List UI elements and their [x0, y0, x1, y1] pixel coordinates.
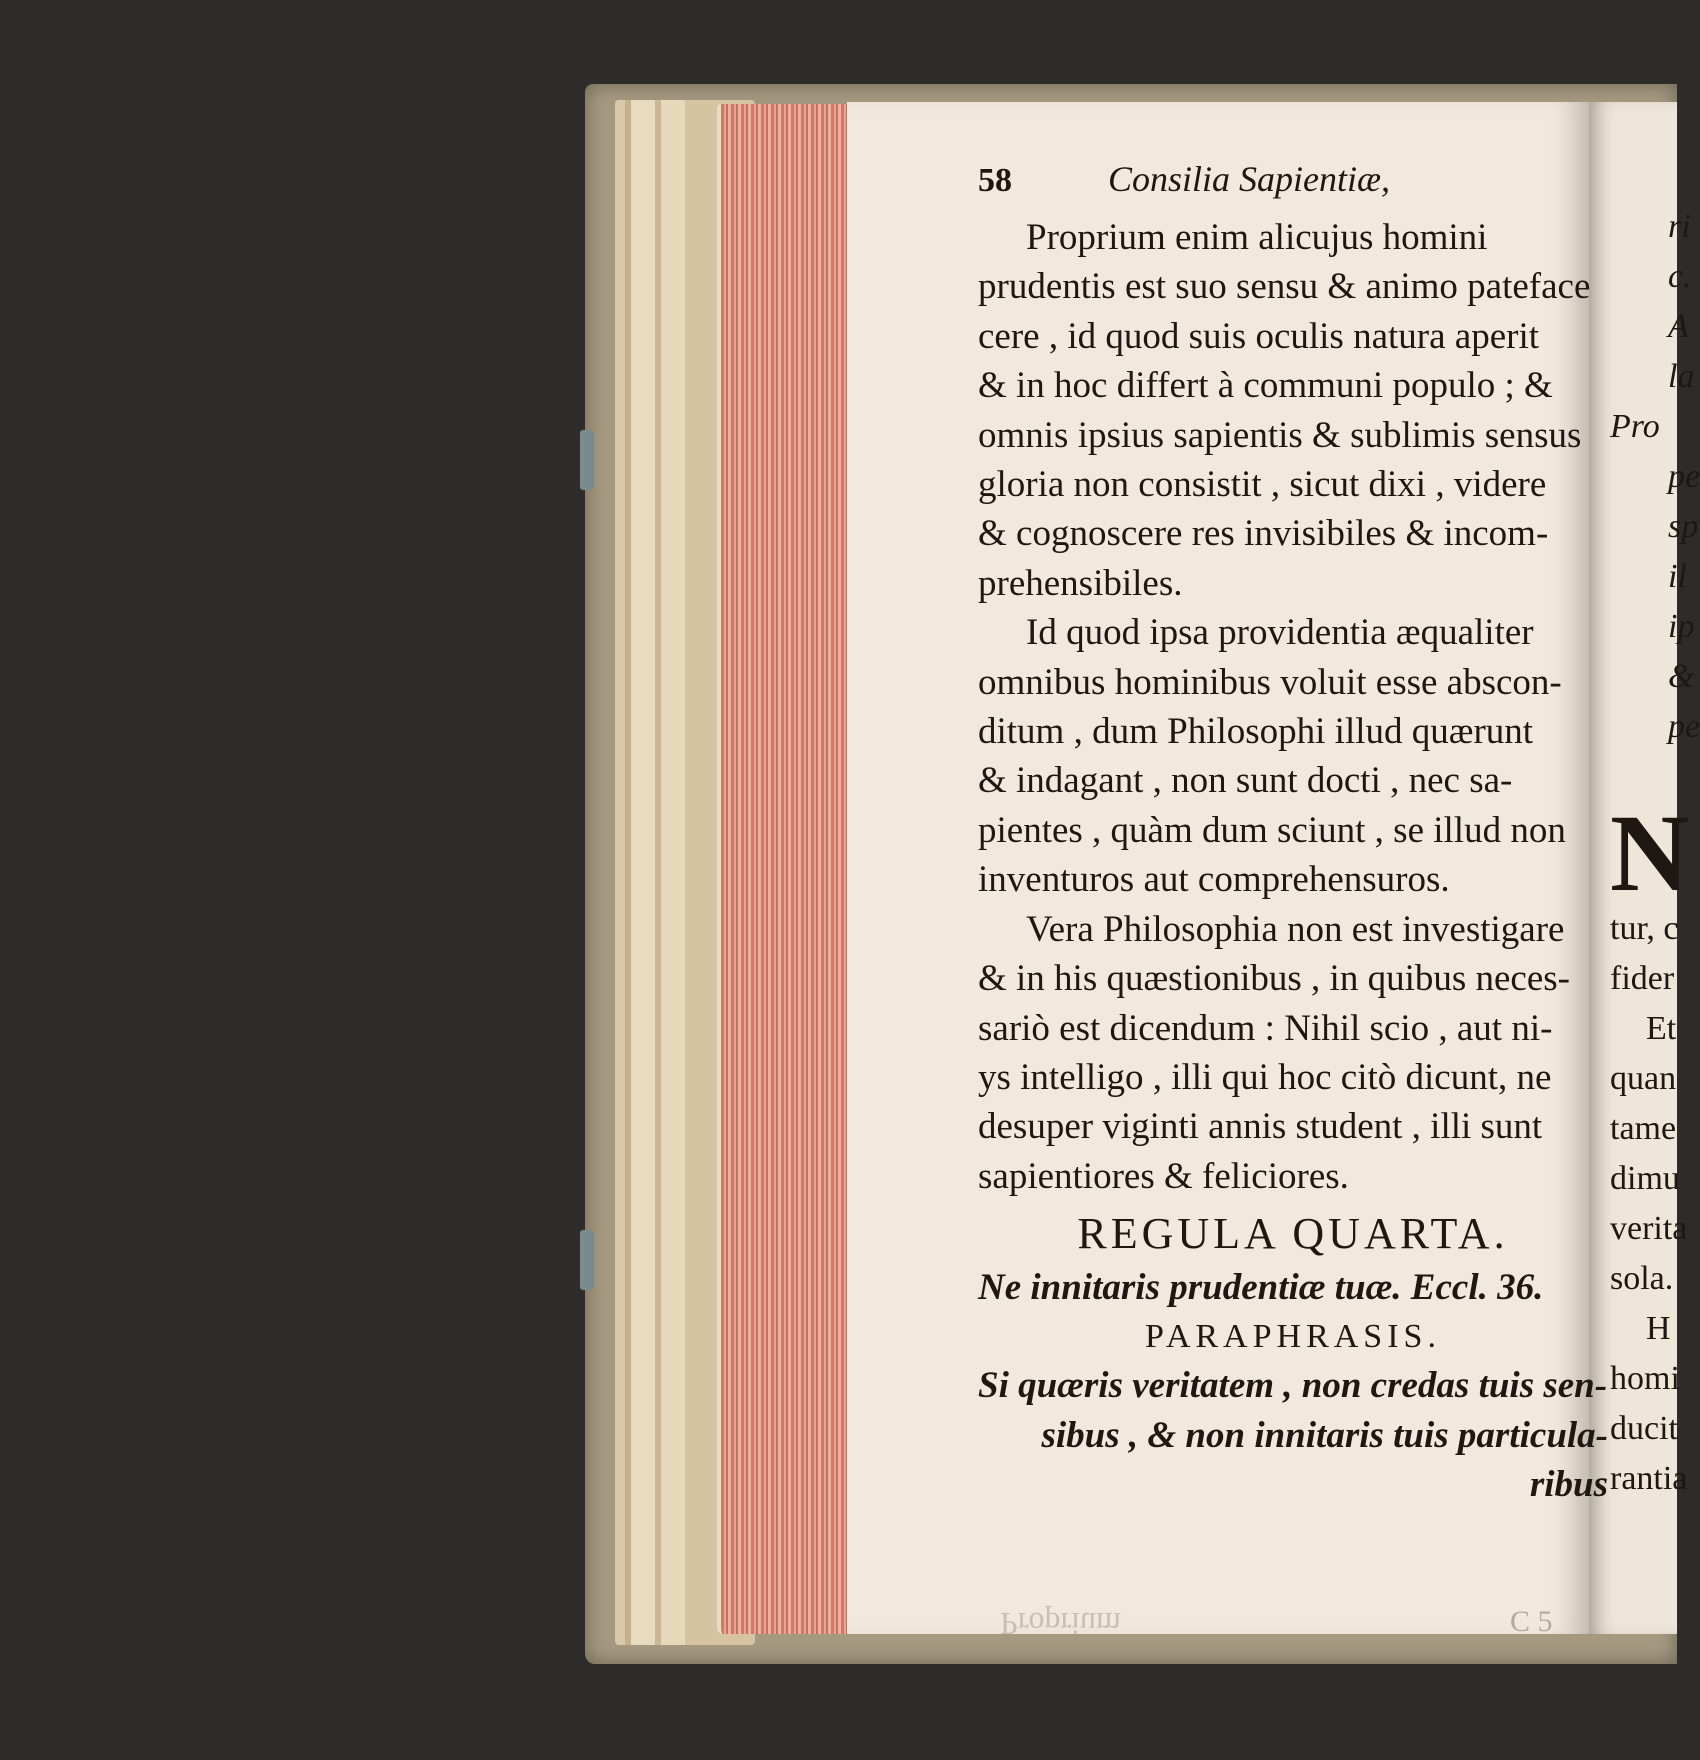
paraphrasis-lines [978, 1361, 1608, 1509]
text-line: pientes , quàm dum sciunt , se illud non [978, 809, 1566, 851]
facing-fragment: verita [1610, 1210, 1688, 1247]
facing-fragment: sola. [1610, 1260, 1674, 1297]
facing-fragment: il [1668, 558, 1687, 595]
text-line: gloria non consistit , sicut dixi , videre [978, 464, 1547, 506]
facing-fragment: homi [1610, 1360, 1680, 1397]
facing-fragment: rantia [1610, 1460, 1688, 1497]
page-text [978, 155, 1608, 1510]
text-line: Id quod ipsa providentia æqualiter [1026, 612, 1534, 654]
clasp-top [580, 430, 594, 490]
text-line: & in hoc differt à communi populo ; & [978, 365, 1553, 407]
text-line: omnibus hominibus voluit esse abscon- [978, 661, 1562, 703]
facing-fragment: pe [1668, 458, 1700, 495]
text-line: & cognoscere res invisibiles & incom- [978, 513, 1549, 555]
facing-fragment: & [1668, 658, 1695, 695]
signature-mark: C 5 [1510, 1605, 1553, 1638]
facing-fragment: sp [1668, 508, 1699, 545]
page-number: 58 [978, 162, 1012, 199]
facing-fragment: H [1646, 1310, 1671, 1347]
body-lines [978, 213, 1608, 1201]
text-line: prehensibiles. [978, 562, 1183, 604]
facing-fragment: ip [1668, 608, 1695, 645]
text-line: cere , id quod suis oculis natura aperit [978, 315, 1539, 357]
text-line: Vera Philosophia non est investigare [1026, 908, 1565, 950]
paraphrasis-line: ribus [1529, 1464, 1608, 1506]
facing-fragment: tur, c [1610, 910, 1679, 947]
paraphrasis-line: Si quæris veritatem , non credas tuis sen- [978, 1365, 1608, 1407]
clasp-bottom [580, 1230, 594, 1290]
text-line: prudentis est suo sensu & animo pateface [978, 266, 1591, 308]
facing-dropcap: N [1610, 792, 1690, 914]
text-line: ys intelligo , illi qui hoc citò dicunt, ne [978, 1056, 1552, 1098]
text-line: inventuros aut comprehensuros. [978, 859, 1450, 901]
page-header [978, 155, 1608, 213]
facing-fragment: pe [1668, 708, 1700, 745]
text-line: sapientiores & feliciores. [978, 1155, 1349, 1197]
facing-fragment: Et [1646, 1010, 1677, 1047]
red-page-edges [717, 104, 851, 1634]
facing-fragment: fider [1610, 960, 1675, 997]
text-line: ditum , dum Philosophi illud quærunt [978, 711, 1534, 753]
running-title: Consilia Sapientiæ, [1108, 159, 1391, 199]
text-line: & indagant , non sunt docti , nec sa- [978, 760, 1513, 802]
facing-page-text [1610, 150, 1700, 1550]
text-line: Proprium enim alicujus homini [1026, 217, 1488, 258]
facing-fragment: c. [1668, 258, 1692, 295]
facing-fragment: ri [1668, 208, 1691, 245]
facing-fragment: tame [1610, 1110, 1677, 1147]
text-line: omnis ipsius sapientis & sublimis sensus [978, 414, 1582, 456]
facing-fragment: quan [1610, 1060, 1677, 1097]
facing-fragment: Pro [1610, 408, 1660, 445]
paraphrasis-heading: PARAPHRASIS. [1145, 1317, 1441, 1355]
facing-fragment: ducit [1610, 1410, 1678, 1447]
rule-line: Ne innitaris prudentiæ tuæ. Eccl. 36. [978, 1266, 1544, 1308]
paraphrasis-line: sibus , & non innitaris tuis particula- [1041, 1414, 1608, 1456]
facing-fragment: A [1668, 308, 1689, 345]
facing-fragment: la [1668, 358, 1695, 395]
text-line: desuper viginti annis student , illi sunt [978, 1106, 1543, 1148]
facing-fragment: dimu [1610, 1160, 1680, 1197]
bleed-through-text: Proprium [1000, 1606, 1121, 1642]
text-line: sariò est dicendum : Nihil scio , aut ni- [978, 1007, 1553, 1049]
text-line: & in his quæstionibus , in quibus neces- [978, 958, 1570, 1000]
section-heading: REGULA QUARTA. [1077, 1209, 1509, 1259]
